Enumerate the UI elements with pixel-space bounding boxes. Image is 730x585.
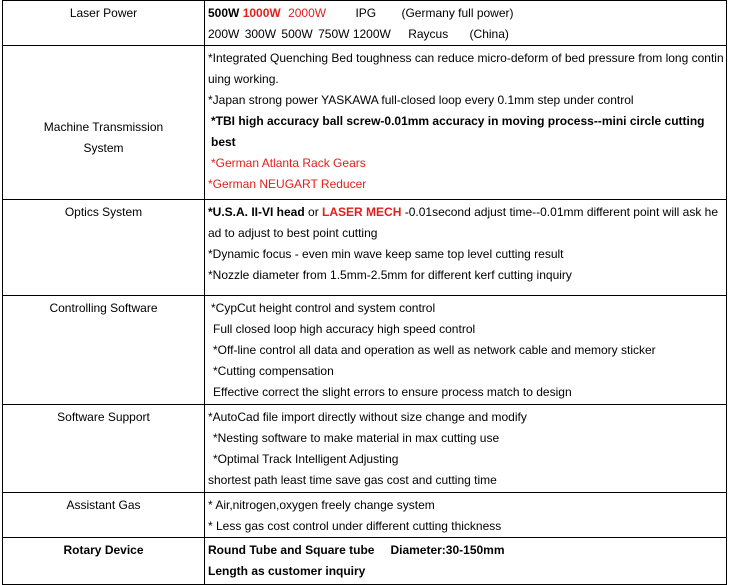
label-text: Rotary Device bbox=[63, 543, 144, 557]
gas-cost-item: * Less gas cost control under different cutting thickness bbox=[208, 519, 502, 533]
laser-mech: LASER MECH bbox=[322, 205, 402, 219]
label-text bbox=[3, 87, 204, 159]
row-label bbox=[3, 296, 205, 405]
head-detail: -0.01second adjust time--0.01mm different point will ask head to adjust to best point cutting bbox=[208, 205, 718, 240]
row-value bbox=[205, 538, 727, 585]
row-rotary bbox=[3, 538, 727, 585]
row-label bbox=[3, 46, 205, 200]
label-line-1: Machine Transmission bbox=[43, 119, 164, 134]
value-block bbox=[208, 493, 724, 537]
offline-item: *Off-line control all data and operation as well as network cable and memory sticker bbox=[213, 343, 656, 357]
power-200w: 200W bbox=[208, 27, 240, 41]
row-label bbox=[3, 1, 205, 46]
label-text: Software Support bbox=[57, 410, 150, 424]
value-block bbox=[208, 405, 724, 491]
origin-germany: (Germany full power) bbox=[401, 6, 514, 20]
autocad-item: *AutoCad file import directly without size change and modify bbox=[208, 410, 527, 424]
row-label bbox=[3, 538, 205, 585]
label-text: Controlling Software bbox=[49, 301, 158, 315]
tube-diameter: Diameter:30-150mm bbox=[390, 543, 505, 557]
row-label bbox=[3, 200, 205, 296]
row-value bbox=[205, 200, 727, 296]
row-transmission bbox=[3, 46, 727, 200]
value-block bbox=[208, 296, 724, 403]
row-optics bbox=[3, 200, 727, 296]
power-500w: 500W bbox=[208, 6, 240, 20]
power-500w-raycus: 500W bbox=[281, 27, 313, 41]
row-support bbox=[3, 405, 727, 493]
or-text: or bbox=[308, 205, 319, 219]
spec-table bbox=[2, 0, 727, 585]
tube-type: Round Tube and Square tube bbox=[208, 543, 375, 557]
power-2000w: 2000W bbox=[288, 6, 327, 20]
origin-china: (China) bbox=[469, 27, 509, 41]
value-block bbox=[208, 46, 724, 195]
compensation-item: *Cutting compensation bbox=[213, 364, 334, 378]
power-1000w: 1000W bbox=[242, 6, 281, 20]
path-item: shortest path least time save gas cost and cutting time bbox=[208, 473, 497, 487]
power-1200w: 1200W bbox=[352, 27, 391, 41]
label-text: Optics System bbox=[64, 205, 143, 219]
ipg-line bbox=[208, 3, 724, 24]
label-text: Assistant Gas bbox=[66, 498, 141, 512]
row-label bbox=[3, 405, 205, 493]
cypcut-item: *CypCut height control and system control bbox=[211, 301, 436, 315]
brand-raycus: Raycus bbox=[408, 27, 449, 41]
raycus-line bbox=[208, 24, 724, 45]
value-block bbox=[208, 538, 724, 582]
correct-item: Effective correct the slight errors to ensure process match to design bbox=[213, 385, 572, 399]
nesting-item: *Nesting software to make material in max cutting use bbox=[213, 431, 500, 445]
tube-item bbox=[208, 540, 724, 561]
row-value bbox=[205, 405, 727, 493]
row-value bbox=[205, 493, 727, 538]
closed-loop-item: Full closed loop high accuracy high speed control bbox=[213, 322, 476, 336]
nozzle-item: *Nozzle diameter from 1.5mm-2.5mm for different kerf cutting inquiry bbox=[208, 268, 572, 282]
neugart-item: *German NEUGART Reducer bbox=[208, 177, 367, 191]
row-software bbox=[3, 296, 727, 405]
brand-ipg: IPG bbox=[355, 6, 377, 20]
yaskawa-item: *Japan strong power YASKAWA full-closed loop every 0.1mm step under control bbox=[208, 93, 634, 107]
focus-item: *Dynamic focus - even min wave keep same top level cutting result bbox=[208, 247, 564, 261]
label-text: Laser Power bbox=[69, 6, 138, 20]
row-value bbox=[205, 296, 727, 405]
label-line-2: System bbox=[83, 140, 124, 155]
length-item: Length as customer inquiry bbox=[208, 564, 366, 578]
row-laser-power bbox=[3, 1, 727, 46]
value-block bbox=[208, 1, 724, 45]
power-300w: 300W bbox=[244, 27, 277, 41]
power-750w: 750W bbox=[318, 27, 350, 41]
track-item: *Optimal Track Intelligent Adjusting bbox=[213, 452, 399, 466]
usa-head: *U.S.A. II-VI head bbox=[208, 205, 305, 219]
row-gas bbox=[3, 493, 727, 538]
bed-item: *Integrated Quenching Bed toughness can reduce micro-deform of bed pressure from long continuing working. bbox=[208, 51, 724, 86]
head-item bbox=[208, 202, 724, 244]
gas-change-item: * Air,nitrogen,oxygen freely change system bbox=[208, 498, 435, 512]
row-value bbox=[205, 1, 727, 46]
atlanta-item: *German Atlanta Rack Gears bbox=[211, 156, 366, 170]
value-block bbox=[208, 200, 724, 286]
tbi-item: *TBI high accuracy ball screw-0.01mm accuracy in moving process--mini circle cutting best bbox=[211, 114, 705, 149]
row-value bbox=[205, 46, 727, 200]
row-label bbox=[3, 493, 205, 538]
